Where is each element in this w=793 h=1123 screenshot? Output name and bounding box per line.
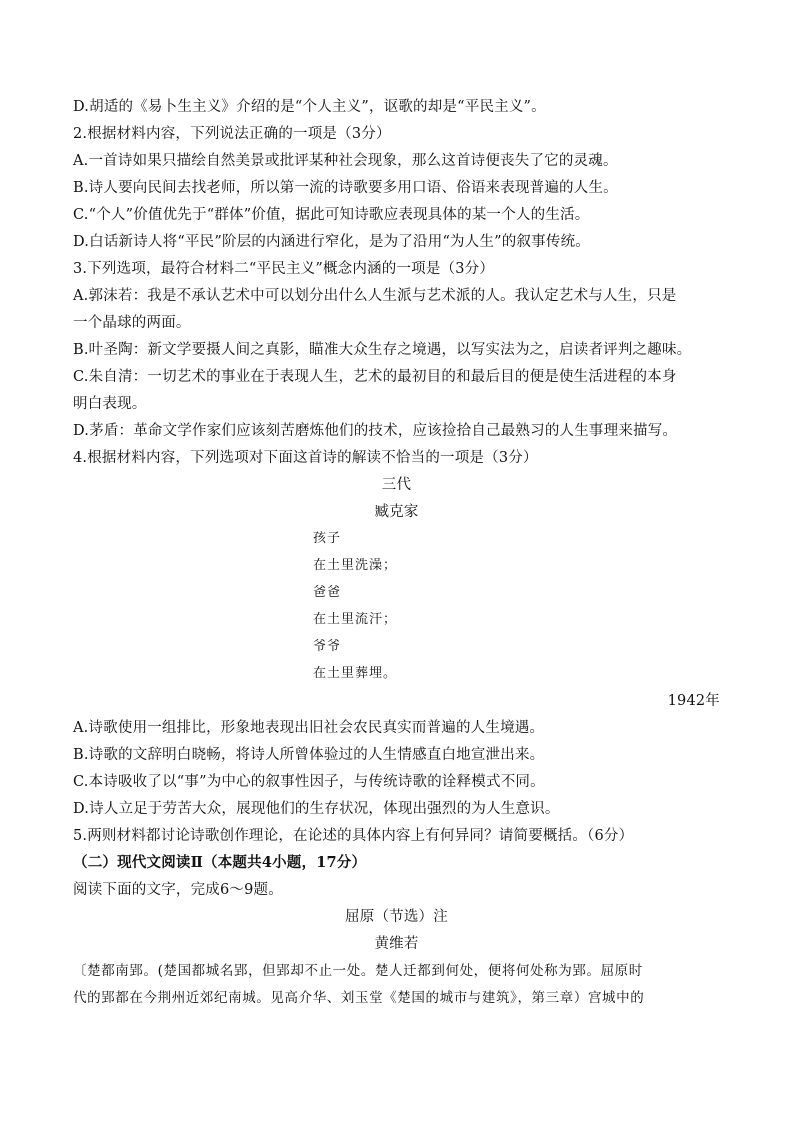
poem-author: 臧克家 <box>374 504 419 520</box>
q1-option-d: D.胡适的《易卜生主义》介绍的是“个人主义”，讴歌的却是“平民主义”。 <box>73 99 546 115</box>
poem-title: 三代 <box>381 477 412 493</box>
q5-stem: 5.两则材料都讨论诗歌创作理论，在论述的具体内容上有何异同？请简要概括。（6分） <box>73 828 634 844</box>
poem-line: 爷爷 <box>313 639 342 654</box>
q2-stem: 2.根据材料内容，下列说法正确的一项是（3分） <box>73 126 391 142</box>
q3-option-b: B.叶圣陶：新文学要摄人间之真影，瞄准大众生存之境遇，以写实法为之，启读者评判之趣味。 <box>73 342 692 358</box>
q3-option-a-line2: 一个晶球的两面。 <box>73 315 191 331</box>
q4-option-c: C.本诗吸收了以“事”为中心的叙事性因子，与传统诗歌的诠释模式不同。 <box>73 774 545 790</box>
note-line-2: 代的郢都在今荆州近郊纪南城。见高介华、刘玉堂《楚国的城市与建筑》，第三章）宫城中的 <box>73 990 645 1006</box>
q4-option-a: A.诗歌使用一组排比，形象地表现出旧社会农民真实而普遍的人生境遇。 <box>73 720 545 736</box>
q3-option-a-line1: A.郭沫若：我是不承认艺术中可以划分出什么人生派与艺术派的人。我认定艺术与人生，只是 <box>73 288 677 304</box>
poem-line: 在土里洗澡； <box>313 558 398 573</box>
q2-option-d: D.白话新诗人将“平民”阶层的内涵进行窄化，是为了沿用“为人生”的叙事传统。 <box>73 234 590 250</box>
q4-stem: 4.根据材料内容，下列选项对下面这首诗的解读不恰当的一项是（3分） <box>73 450 538 466</box>
article-title: 屈原（节选）注 <box>345 909 448 925</box>
poem-year: 1942年 <box>667 693 720 709</box>
article-author: 黄维若 <box>374 936 419 952</box>
reading-instruction: 阅读下面的文字，完成6～9题。 <box>73 882 283 898</box>
q3-option-c-line2: 明白表现。 <box>73 396 147 412</box>
poem-line: 在土里流汗； <box>313 612 398 627</box>
note-line-1: 〔楚都南郢。(楚国都城名郢，但郢却不止一处。楚人迁都到何处，便将何处称为郢。屈原时 <box>73 963 643 979</box>
section-heading: （二）现代文阅读Ⅱ（本题共4小题，17分） <box>73 854 367 871</box>
poem-line: 在土里葬埋。 <box>313 666 398 681</box>
q3-option-c-line1: C.朱自清：一切艺术的事业在于表现人生，艺术的最初目的和最后目的便是使生活进程的本身 <box>73 369 677 385</box>
q3-option-d: D.茅盾：革命文学作家们应该刻苦磨炼他们的技术，应该捡拾自己最熟习的人生事理来描写。 <box>73 423 678 439</box>
q2-option-a: A.一首诗如果只描绘自然美景或批评某种社会现象，那么这首诗便丧失了它的灵魂。 <box>73 153 618 169</box>
q2-option-b: B.诗人要向民间去找老师，所以第一流的诗歌要多用口语、俗语来表现普遍的人生。 <box>73 180 618 196</box>
q4-option-d: D.诗人立足于劳苦大众，展现他们的生存状况，体现出强烈的为人生意识。 <box>73 801 560 817</box>
poem-line: 孩子 <box>313 531 342 546</box>
q2-option-c: C.“个人”价值优先于“群体”价值，据此可知诗歌应表现具体的某一个人的生活。 <box>73 207 590 223</box>
poem-line: 爸爸 <box>313 585 342 600</box>
q4-option-b: B.诗歌的文辞明白晓畅，将诗人所曾体验过的人生情感直白地宣泄出来。 <box>73 747 545 763</box>
q3-stem: 3.下列选项，最符合材料二“平民主义”概念内涵的一项是（3分） <box>73 261 495 277</box>
